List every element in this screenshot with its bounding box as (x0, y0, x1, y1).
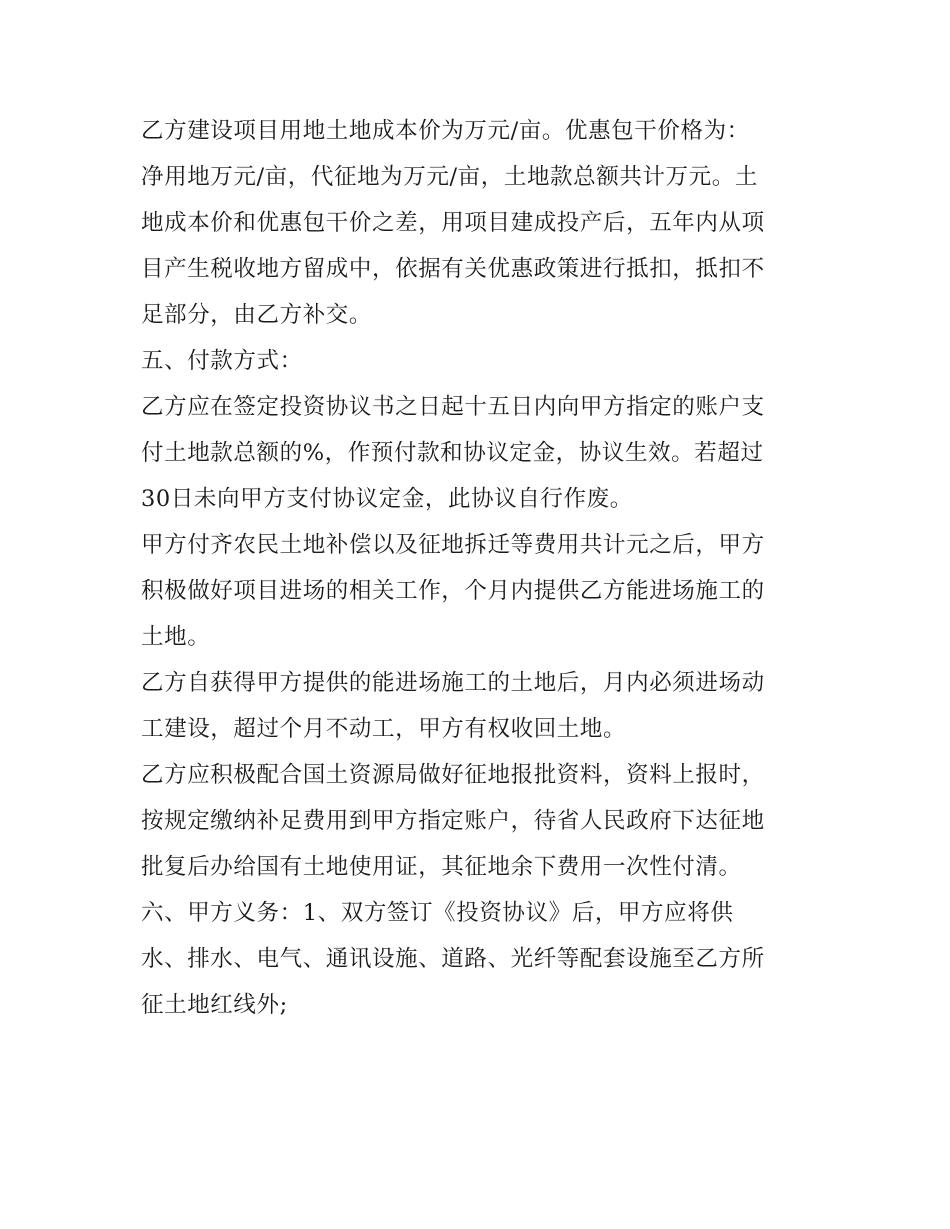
text-line: 水、排水、电气、通讯设施、道路、光纤等配套设施至乙方所 (141, 946, 765, 972)
section-party-a-obligations (141, 890, 821, 1028)
text-line: 乙方应积极配合国土资源局做好征地报批资料，资料上报时， (141, 762, 765, 788)
document-page (141, 108, 821, 1028)
text-line: 五、付款方式： (141, 348, 303, 374)
text-line: 净用地万元/亩，代征地为万元/亩，土地款总额共计万元。土 (141, 164, 758, 190)
text-line: 批复后办给国有土地使用证，其征地余下费用一次性付清。 (141, 854, 742, 880)
paragraph-land-approval (141, 752, 821, 890)
text-line: 按规定缴纳补足费用到甲方指定账户，待省人民政府下达征地 (141, 808, 765, 834)
text-line: 甲方付齐农民土地补偿以及征地拆迁等费用共计元之后，甲方 (141, 532, 765, 558)
text-line: 征土地红线外; (141, 992, 288, 1018)
paragraph-deposit (141, 384, 821, 522)
text-line: 乙方应在签定投资协议书之日起十五日内向甲方指定的账户支 (141, 394, 765, 420)
text-line: 工建设，超过个月不动工，甲方有权收回土地。 (141, 716, 627, 742)
text-line: 乙方自获得甲方提供的能进场施工的土地后，月内必须进场动 (141, 670, 765, 696)
text-line: 乙方建设项目用地土地成本价为万元/亩。优惠包干价格为： (141, 118, 750, 144)
text-line: 目产生税收地方留成中，依据有关优惠政策进行抵扣，抵扣不 (141, 256, 765, 282)
paragraph-construction-start (141, 660, 821, 752)
text-line: 积极做好项目进场的相关工作，个月内提供乙方能进场施工的 (141, 578, 765, 604)
text-line: 六、甲方义务：1、双方签订《投资协议》后，甲方应将供 (141, 900, 734, 926)
text-line: 土地。 (141, 624, 211, 650)
section-heading-payment (141, 338, 821, 384)
text-line: 足部分，由乙方补交。 (141, 302, 373, 328)
paragraph-compensation (141, 522, 821, 660)
text-line: 付土地款总额的%，作预付款和协议定金，协议生效。若超过 (141, 440, 764, 466)
text-line: 地成本价和优惠包干价之差，用项目建成投产后，五年内从项 (141, 210, 765, 236)
paragraph-land-price (141, 108, 821, 338)
text-line: 30日未向甲方支付协议定金，此协议自行作废。 (141, 486, 633, 512)
